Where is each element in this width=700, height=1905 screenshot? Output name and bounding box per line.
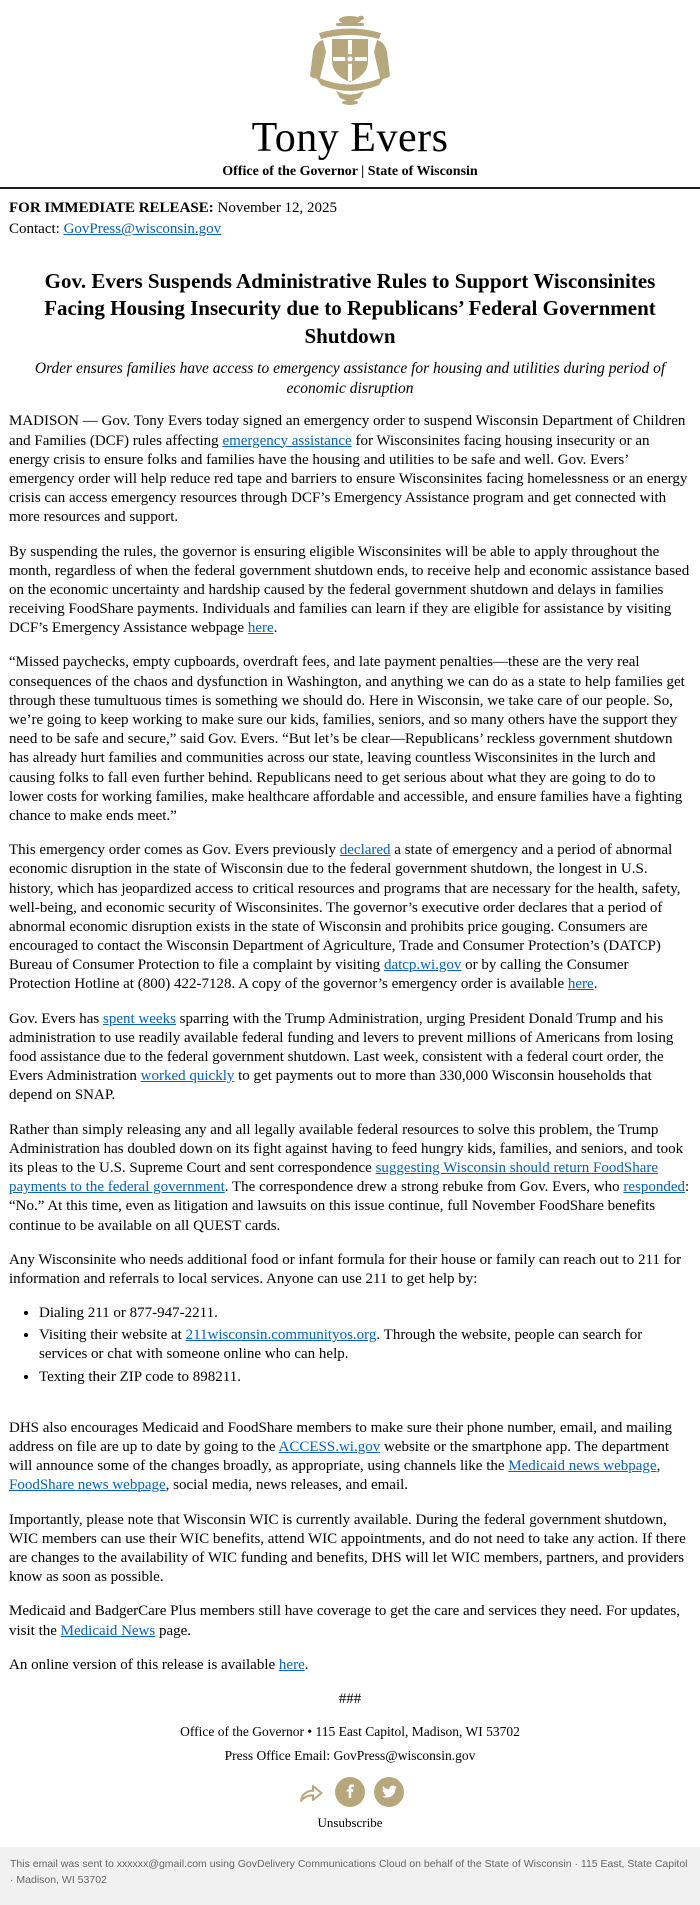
text-run: for Wisconsinites facing housing insecurity or an energy crisis to ensure folks and families have the housing and utilities to be safe and well. Gov. Evers’ emergency order will help reduce red tape and barriers to ensure Wisconsinites facing homelessness or an energy crisis can access emergency resources through DCF’s Emergency Assistance program and get connected with more resources and support. [9, 432, 688, 526]
article-body [9, 412, 691, 1675]
inline-link[interactable]: responded [623, 1179, 686, 1196]
text-run: a state of emergency and a period of abnormal economic disruption in the state of Wisconsin due to the federal government shutdown, the longest in U.S. history, which has jeopardized access to critical resources and programs that are necessary for the health, safety, well-being, and economic security of Wisconsinites. The governor’s executive order declares that a period of abnormal economic disruption exists in the state of Wisconsin and prohibits price gouging. Consumers are encouraged to contact the Wisconsin Department of Agriculture, Trade and Consumer Protection’s (DATCP) Bureau of Consumer Protection to file a complaint by visiting [9, 842, 681, 974]
text-run: : “No.” At this time, even as litigation and lawsuits on this issue continue, full November FoodShare benefits continue to be available on all QUEST cards. [9, 1179, 690, 1234]
contact-label: Contact: [9, 221, 64, 238]
text-run: Medicaid and BadgerCare Plus members still have coverage to get the care and services they need. For updates, visit the [9, 1603, 681, 1639]
release-content [0, 199, 700, 1709]
inline-link[interactable]: FoodShare news webpage [9, 1477, 166, 1494]
inline-link[interactable]: 211wisconsin.communityos.org [185, 1327, 377, 1344]
body-paragraph [9, 1656, 691, 1675]
bullet-item [39, 1368, 691, 1387]
release-line [9, 199, 691, 218]
text-run: By suspending the rules, the governor is ensuring eligible Wisconsinites will be able to apply throughout the month, regardless of when the federal government shutdown ends, to receive help and economic assistance based on the economic uncertainty and hardship caused by the federal government shutdown and delays in families receiving FoodShare payments. Individuals and families can learn if they are eligible for assistance by visiting DCF’s Emergency Assistance webpage [9, 543, 690, 637]
governor-name: Tony Evers [251, 115, 449, 162]
text-run: . [273, 620, 278, 637]
subheadline: Order ensures families have access to emergency assistance for housing and utilities during period of economic disruption [34, 359, 666, 397]
text-run: Rather than simply releasing any and all legally available federal resources to solve this problem, the Trump Administration has doubled down on its fight against having to feed hungry kids, families, and seniors, and took its pleas to the U.S. Supreme Court and sent correspondence [9, 1121, 684, 1176]
inline-link[interactable]: ACCESS.wi.gov [278, 1439, 381, 1455]
text-run: An online version of this release is available [9, 1656, 279, 1673]
text-run: or by calling the Consumer Protection Hotline at (800) 422-7128. A copy of the governor’s emergency order is available [9, 957, 629, 993]
body-paragraph [9, 543, 691, 639]
release-label: FOR IMMEDIATE RELEASE: [9, 200, 214, 217]
release-date: November 12, 2025 [213, 200, 338, 217]
text-run: website or the smartphone app. The department will announce some of the changes broadly, as appropriate, using channels like the [9, 1439, 670, 1475]
body-paragraph [9, 1419, 691, 1496]
bullet-list [39, 1304, 691, 1387]
contact-email-link[interactable]: GovPress@wisconsin.gov [63, 221, 222, 238]
inline-link[interactable]: here [567, 976, 594, 993]
delivery-disclaimer: This email was sent to xxxxxx@gmail.com using GovDelivery Communications Cloud on behalf of the State of Wisconsin · 115 East, State Capitol · Madison, WI 53702 [0, 1847, 700, 1905]
header-divider [0, 187, 700, 189]
text-run: , [656, 1458, 661, 1475]
unsubscribe-link[interactable]: Unsubscribe [317, 1814, 383, 1830]
text-run: . [304, 1656, 309, 1673]
inline-link[interactable]: worked quickly [140, 1068, 235, 1085]
body-paragraph [9, 1251, 691, 1289]
text-run: Texting their ZIP code to 898211. [39, 1368, 241, 1385]
text-run: sparring with the Trump Administration, urging President Donald Trump and his administration to use readily available federal funding and levers to prevent millions of Americans from losing food assistance due to the federal government shutdown. Last week, consistent with a federal court order, the Evers Administration [9, 1010, 674, 1085]
headline: Gov. Evers Suspends Administrative Rules to Support Wisconsinites Facing Housing Insecurity due to Republicans’ Federal Government Shutdown [44, 268, 656, 348]
text-run: . [593, 976, 598, 993]
office-line: Office of the Governor | State of Wisconsin [222, 164, 478, 180]
text-run: This emergency order comes as Gov. Evers previously [9, 842, 340, 859]
text-run: MADISON — Gov. Tony Evers today signed an emergency order to suspend Wisconsin Department of Children and Families (DCF) rules affecting [9, 413, 686, 449]
text-run: to get payments out to more than 330,000 Wisconsin households that depend on SNAP. [9, 1068, 652, 1104]
text-run: Visiting their website at [39, 1327, 186, 1344]
inline-link[interactable]: spent weeks [103, 1010, 176, 1027]
bullet-item [39, 1304, 691, 1323]
body-paragraph [9, 1010, 691, 1106]
inline-link[interactable]: Medicaid news webpage [508, 1458, 657, 1475]
text-run: Importantly, please note that Wisconsin WIC is currently available. During the federal government shutdown, WIC members can use their WIC benefits, attend WIC appointments, and do not need to take any action. If there are changes to the availability of WIC funding and benefits, DHS will let WIC members, partners, and providers know as soon as possible. [9, 1511, 686, 1586]
inline-link[interactable]: emergency assistance [222, 432, 352, 449]
body-paragraph [9, 1121, 691, 1236]
text-run: . The correspondence drew a strong rebuke from Gov. Evers, who [224, 1179, 624, 1196]
inline-link[interactable]: datcp.wi.gov [383, 957, 462, 974]
end-mark: ### [338, 1690, 362, 1707]
text-run: “Missed paychecks, empty cupboards, overdraft fees, and late payment penalties—these are the very real consequences of the chaos and dysfunction in Washington, and anything we can do as a state to help families get through these tumultuous times is something we should do. Here in Wisconsin, we take care of our people. So, we’re going to keep working to make sure our kids, families, seniors, and so many others have the support they need to be safe and secure,” said Gov. Evers. “But let’s be clear—Republicans’ reckless government shutdown has already hurt families and communities across our state, leaving countless Wisconsinites in the lurch and causing folks to fall even further behind. Republicans need to get serious about what they are going to do to lower costs for working families, make healthcare affordable and accessible, and ensure families have a fighting chance to make ends meet.” [9, 654, 685, 824]
inline-link[interactable]: Medicaid News [60, 1622, 156, 1639]
body-paragraph [9, 653, 691, 826]
bullet-item [39, 1326, 691, 1364]
email-footer [0, 1723, 700, 1831]
text-run: Gov. Evers has [9, 1010, 104, 1027]
text-run: DHS also encourages Medicaid and FoodShare members to make sure their phone number, email, and mailing address on file are up to date by going to the [9, 1419, 672, 1455]
text-run: , social media, news releases, and email. [165, 1477, 409, 1494]
inline-link[interactable]: declared [339, 842, 391, 859]
text-run: page. [155, 1622, 192, 1639]
body-paragraph [9, 1602, 691, 1640]
inline-link[interactable]: here [247, 620, 274, 637]
body-paragraph [9, 1511, 691, 1588]
wisconsin-crest-icon [0, 12, 700, 112]
footer-press-email: Press Office Email: GovPress@wisconsin.gov [224, 1748, 476, 1764]
body-paragraph [9, 841, 691, 995]
body-paragraph [9, 412, 691, 527]
letterhead [0, 0, 700, 187]
text-run: Any Wisconsinite who needs additional food or infant formula for their house or family can reach out to 211 for information and referrals to local services. Anyone can use 211 to get help by: [9, 1251, 682, 1287]
text-run: Dialing 211 or 877-947-2211. [39, 1305, 218, 1322]
inline-link[interactable]: suggesting Wisconsin should return FoodShare payments to the federal government [9, 1159, 659, 1196]
footer-address: Office of the Governor • 115 East Capitol, Madison, WI 53702 [180, 1724, 520, 1740]
inline-link[interactable]: here [278, 1656, 305, 1673]
contact-line [9, 220, 691, 239]
text-run: . Through the website, people can search for services or chat with someone online who can help. [39, 1327, 643, 1363]
